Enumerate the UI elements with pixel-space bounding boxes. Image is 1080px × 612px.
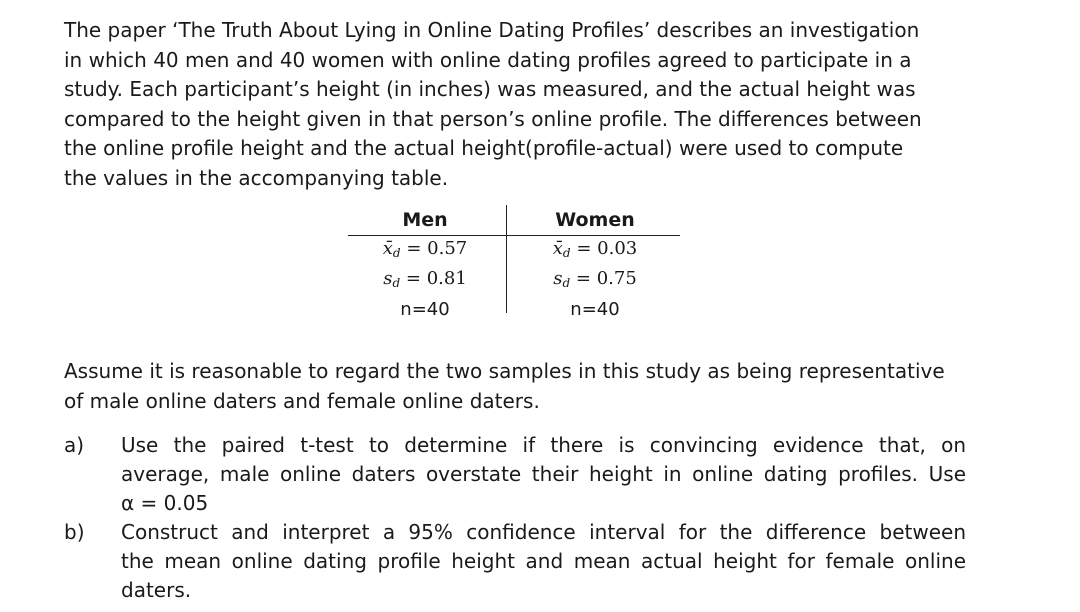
women-sd bbox=[515, 266, 675, 296]
assume-line: of male online daters and female online daters. bbox=[64, 388, 540, 413]
assumption-paragraph bbox=[64, 357, 984, 416]
intro-line: study. Each participant’s height (in inches) was measured, and the actual height was bbox=[64, 77, 916, 101]
intro-line: the values in the accompanying table. bbox=[64, 165, 449, 190]
men-column bbox=[350, 205, 500, 323]
men-mean bbox=[350, 236, 500, 266]
women-mean bbox=[515, 236, 675, 266]
part-b-label: b) bbox=[64, 520, 85, 544]
men-mean-value: = 0.57 bbox=[406, 238, 468, 259]
part-a-line: Use the paired t-test to determine if there is convincing evidence that, on bbox=[121, 433, 966, 457]
mean-subscript: d bbox=[392, 246, 401, 260]
men-sd-value: = 0.81 bbox=[405, 268, 467, 289]
women-sd-value: = 0.75 bbox=[575, 268, 637, 289]
summary-table bbox=[340, 205, 680, 320]
intro-line: The paper ‘The Truth About Lying in Online Dating Profiles’ describes an investigation bbox=[64, 18, 920, 42]
mean-symbol: x̄ bbox=[552, 238, 563, 259]
intro-line: the online profile height and the actual height(profile-actual) were used to compute bbox=[64, 136, 904, 160]
part-b-text bbox=[121, 518, 966, 605]
sd-symbol: s bbox=[553, 268, 563, 289]
part-a-label: a) bbox=[64, 433, 85, 457]
women-header: Women bbox=[555, 209, 635, 231]
mean-symbol: x̄ bbox=[382, 238, 393, 259]
intro-line: compared to the height given in that person’s online profile. The differences between bbox=[64, 106, 922, 131]
intro-line: in which 40 men and 40 women with online dating profiles agreed to participate in a bbox=[64, 47, 912, 72]
men-sd bbox=[350, 266, 500, 296]
part-b-line: the mean online dating profile height and mean actual height for female online bbox=[121, 549, 966, 573]
assume-line: Assume it is reasonable to regard the two samples in this study as being representative bbox=[64, 359, 945, 383]
part-a-line: average, male online daters overstate their height in online dating profiles. Use bbox=[121, 462, 966, 486]
mean-subscript: d bbox=[562, 246, 571, 260]
sd-subscript: d bbox=[562, 276, 571, 290]
table-vertical-divider bbox=[506, 205, 507, 313]
sd-subscript: d bbox=[392, 276, 401, 290]
part-b-line: Construct and interpret a 95% confidence interval for the difference between bbox=[121, 520, 966, 544]
part-a-text bbox=[121, 431, 966, 518]
women-n: n=40 bbox=[570, 299, 620, 320]
part-b-line: daters. bbox=[121, 578, 192, 602]
sd-symbol: s bbox=[383, 268, 393, 289]
women-column bbox=[515, 205, 675, 323]
part-a-line: α = 0.05 bbox=[121, 491, 209, 515]
women-mean-value: = 0.03 bbox=[576, 238, 638, 259]
men-header: Men bbox=[402, 209, 448, 231]
men-n: n=40 bbox=[400, 299, 450, 320]
problem-intro bbox=[64, 16, 976, 193]
